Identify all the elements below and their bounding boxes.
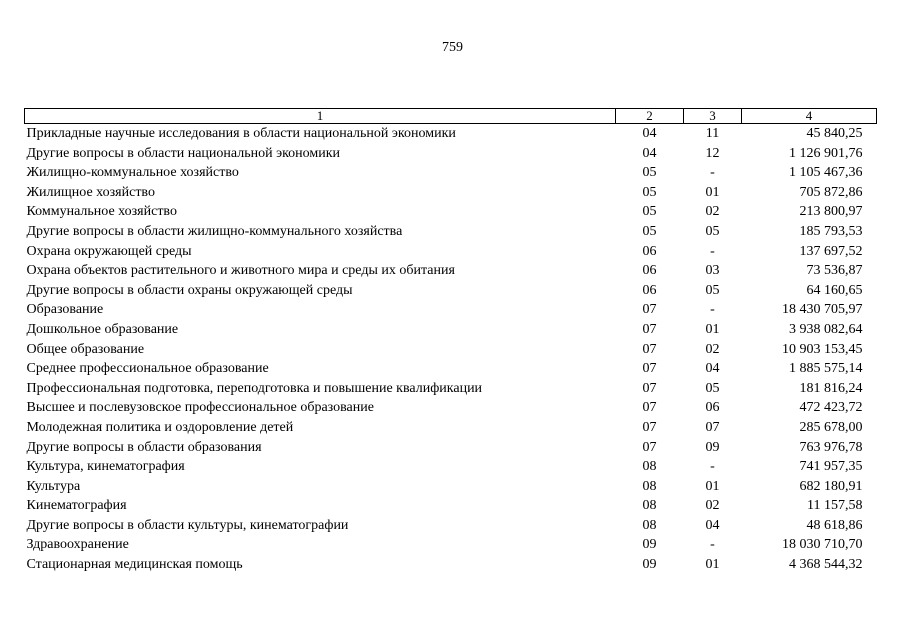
row-section: 07 (642, 380, 657, 396)
row-name: Стационарная медицинская помощь (26, 557, 243, 573)
table-row (25, 261, 877, 281)
row-section: 07 (642, 341, 657, 357)
header-row (25, 109, 877, 124)
row-name: Культура, кинематография (26, 459, 185, 475)
row-section: 07 (642, 302, 657, 318)
row-subsection: 09 (705, 439, 720, 455)
table-row (25, 183, 877, 203)
table-row (25, 144, 877, 164)
table-row (25, 379, 877, 399)
row-section: 07 (642, 419, 657, 435)
row-section: 07 (642, 361, 657, 377)
row-name: Общее образование (26, 341, 145, 357)
row-subsection: - (710, 537, 715, 553)
row-section: 05 (642, 165, 657, 181)
table-row (25, 163, 877, 183)
row-section: 08 (642, 478, 657, 494)
row-amount: 11 157,58 (807, 498, 863, 514)
row-subsection: - (710, 302, 715, 318)
row-amount: 1 885 575,14 (789, 361, 863, 377)
row-subsection: 11 (705, 126, 720, 141)
row-subsection: 05 (705, 223, 720, 239)
row-subsection: 01 (705, 184, 720, 200)
row-subsection: 04 (705, 361, 720, 377)
budget-table (24, 108, 877, 575)
page-number: 759 (442, 40, 463, 55)
row-section: 08 (642, 498, 657, 514)
header-col-1: 1 (25, 109, 616, 124)
row-subsection: 05 (705, 380, 720, 396)
row-name: Жилищное хозяйство (26, 184, 155, 200)
table-row (25, 418, 877, 438)
header-col-2: 2 (616, 109, 684, 124)
row-name: Кинематография (26, 498, 127, 514)
row-section: 05 (642, 184, 657, 200)
row-amount: 285 678,00 (799, 419, 863, 435)
row-section: 05 (642, 204, 657, 220)
table-row (25, 496, 877, 516)
row-name: Другие вопросы в области жилищно-коммунального хозяйства (26, 223, 403, 239)
row-name: Другие вопросы в области национальной экономики (26, 145, 341, 161)
row-amount: 1 126 901,76 (789, 145, 863, 161)
row-subsection: 02 (705, 498, 720, 514)
row-name: Жилищно-коммунальное хозяйство (26, 165, 239, 181)
table-row (25, 281, 877, 301)
row-name: Культура (26, 478, 81, 494)
table-body (25, 124, 877, 575)
row-section: 07 (642, 400, 657, 416)
row-section: 04 (642, 145, 657, 161)
row-section: 04 (642, 126, 657, 141)
row-amount: 682 180,91 (799, 478, 863, 494)
row-section: 09 (642, 537, 657, 553)
row-name: Среднее профессиональное образование (26, 361, 269, 377)
row-section: 08 (642, 459, 657, 475)
table-row (25, 438, 877, 458)
row-amount: 45 840,25 (806, 126, 863, 141)
row-subsection: 03 (705, 263, 720, 279)
row-amount: 18 030 710,70 (782, 537, 863, 553)
row-name: Профессиональная подготовка, переподготовка и повышение квалификации (26, 380, 483, 396)
table-row (25, 555, 877, 575)
table-row (25, 202, 877, 222)
row-amount: 181 816,24 (799, 380, 863, 396)
table-row (25, 359, 877, 379)
row-section: 05 (642, 223, 657, 239)
row-name: Образование (26, 302, 104, 318)
row-amount: 213 800,97 (799, 204, 863, 220)
table-row (25, 516, 877, 536)
table-row (25, 457, 877, 477)
row-amount: 705 872,86 (799, 184, 863, 200)
row-subsection: 07 (705, 419, 720, 435)
row-amount: 3 938 082,64 (789, 321, 863, 337)
row-subsection: 01 (705, 321, 720, 337)
row-subsection: 01 (705, 478, 720, 494)
row-name: Здравоохранение (26, 537, 129, 553)
row-subsection: 12 (705, 145, 720, 161)
row-subsection: 02 (705, 341, 720, 357)
table-row (25, 300, 877, 320)
row-name: Молодежная политика и оздоровление детей (26, 419, 294, 435)
row-subsection: - (710, 459, 715, 475)
row-section: 07 (642, 439, 657, 455)
row-section: 08 (642, 517, 657, 533)
row-subsection: 04 (705, 517, 720, 533)
row-section: 09 (642, 557, 657, 573)
row-section: 06 (642, 243, 657, 259)
table-row (25, 242, 877, 262)
table-row (25, 222, 877, 242)
row-subsection: 05 (705, 282, 720, 298)
row-name: Охрана объектов растительного и животного мира и среды их обитания (26, 263, 455, 279)
row-amount: 18 430 705,97 (782, 302, 863, 318)
row-name: Коммунальное хозяйство (26, 204, 177, 220)
row-name: Другие вопросы в области культуры, кинематографии (26, 517, 349, 533)
header-col-3: 3 (684, 109, 742, 124)
row-subsection: 06 (705, 400, 720, 416)
row-section: 06 (642, 263, 657, 279)
row-subsection: 02 (705, 204, 720, 220)
row-name: Высшее и послевузовское профессиональное образование (26, 400, 374, 416)
row-amount: 73 536,87 (806, 263, 863, 279)
row-amount: 48 618,86 (806, 517, 863, 533)
row-amount: 1 105 467,36 (789, 165, 863, 181)
header-col-4: 4 (742, 109, 877, 124)
row-amount: 4 368 544,32 (789, 557, 863, 573)
row-subsection: - (710, 165, 715, 181)
table-row (25, 535, 877, 555)
row-amount: 472 423,72 (799, 400, 863, 416)
row-section: 06 (642, 282, 657, 298)
table-row (25, 320, 877, 340)
row-amount: 137 697,52 (799, 243, 863, 259)
row-name: Охрана окружающей среды (26, 243, 192, 259)
row-amount: 763 976,78 (799, 439, 863, 455)
row-name: Прикладные научные исследования в области национальной экономики (26, 126, 456, 141)
row-name: Другие вопросы в области охраны окружающей среды (26, 282, 353, 298)
row-amount: 185 793,53 (799, 223, 863, 239)
row-section: 07 (642, 321, 657, 337)
row-amount: 741 957,35 (799, 459, 863, 475)
row-subsection: - (710, 243, 715, 259)
row-name: Дошкольное образование (26, 321, 179, 337)
table-row (25, 340, 877, 360)
row-subsection: 01 (705, 557, 720, 573)
table-row (25, 477, 877, 497)
table-row (25, 124, 877, 144)
row-name: Другие вопросы в области образования (26, 439, 262, 455)
row-amount: 10 903 153,45 (782, 341, 863, 357)
row-amount: 64 160,65 (806, 282, 863, 298)
table-row (25, 398, 877, 418)
